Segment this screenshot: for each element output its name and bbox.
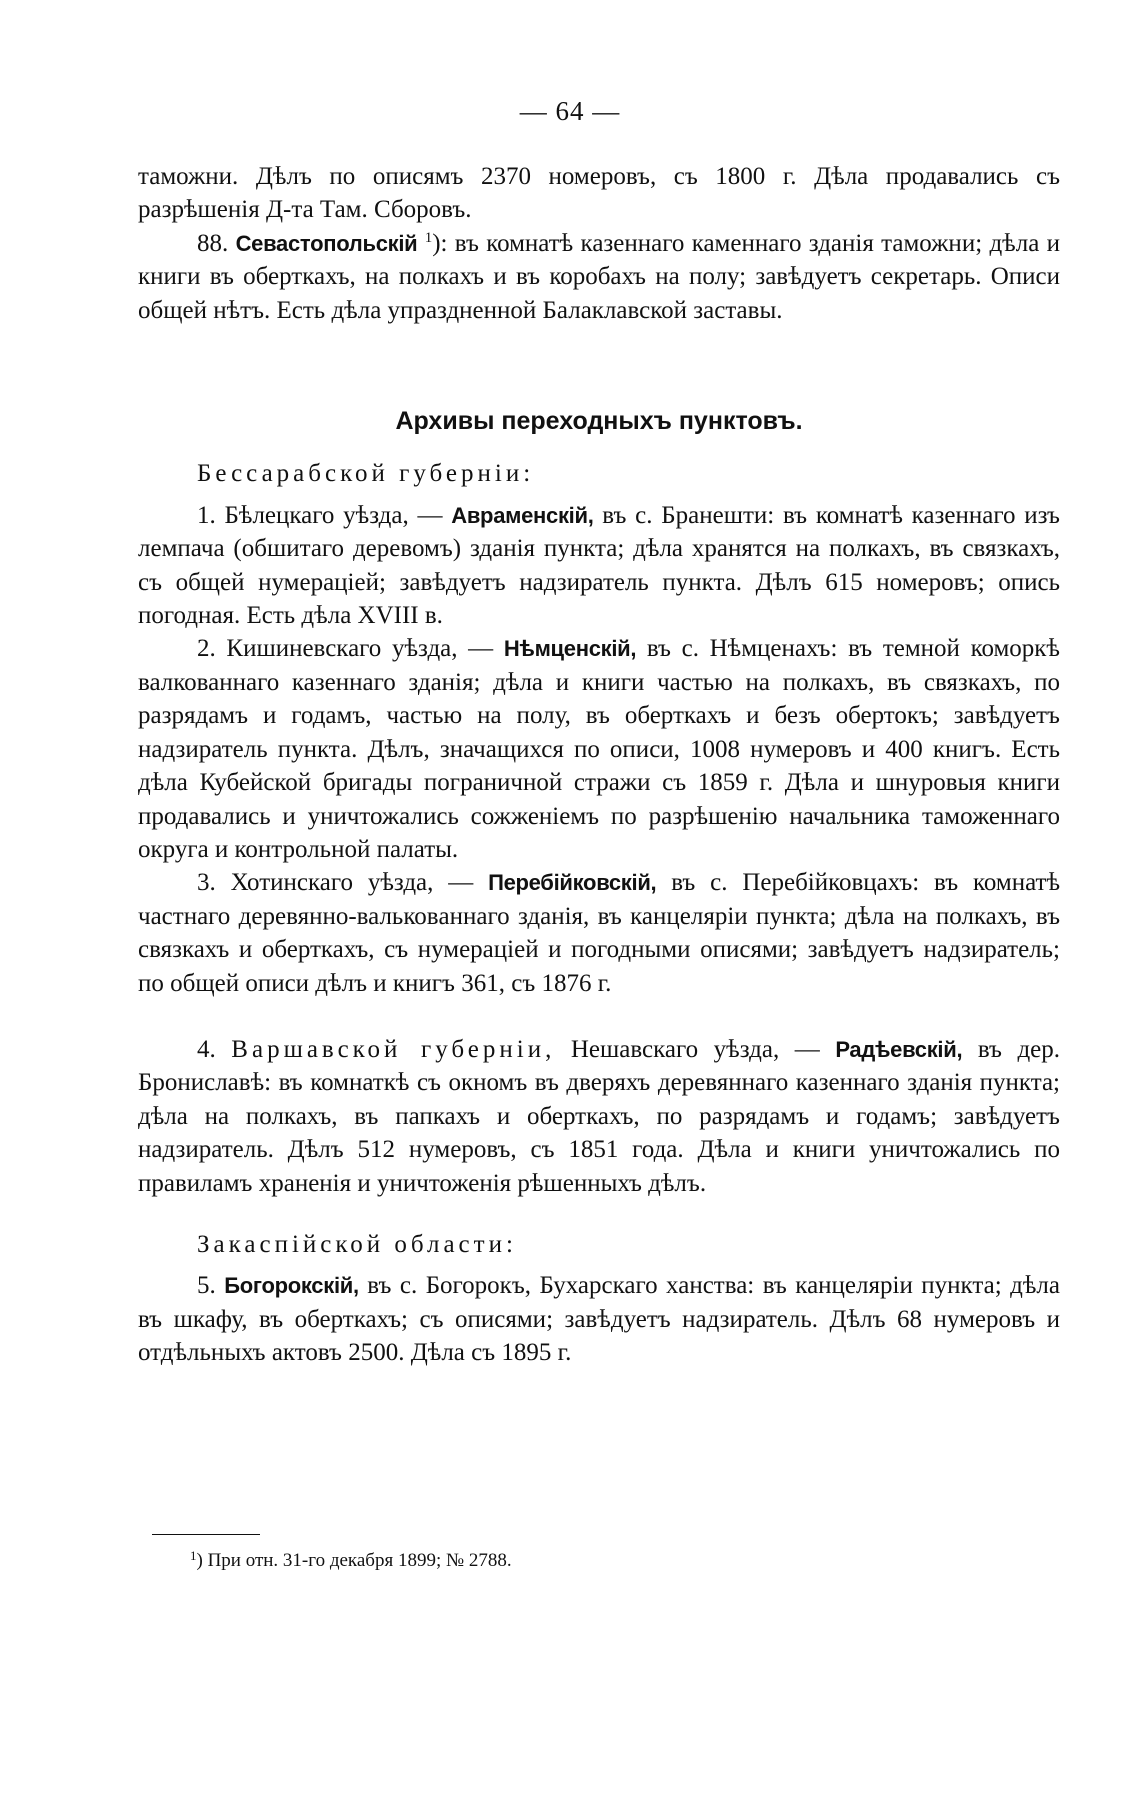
footnote-text: ) При отн. 31-го декабря 1899; № 2788.: [196, 1550, 512, 1571]
body-text: [138, 160, 1060, 1370]
entry-number: 88.: [197, 229, 229, 257]
footnote-marker: 1: [424, 229, 433, 246]
entry-prefix: 2. Кишиневскаго уѣзда, —: [197, 635, 494, 663]
entry-name: Перебійковскій,: [488, 870, 657, 896]
footnote-divider: [152, 1534, 260, 1535]
entry-region: Варшавской губерніи,: [231, 1035, 556, 1063]
entry-prefix: 5.: [197, 1272, 216, 1300]
entry-4: [138, 1033, 1060, 1200]
entry-text: въ с. Перебійковцахъ: въ комнатѣ частнаго деревянно-вальковaннаго зданія, въ канцеляріи пункта; дѣла на полкахъ, въ связкахъ и оберткахъ, съ нумераціей и погодными описями; завѣдуетъ надзиратель; по общей описи дѣлъ и книгъ 361, съ 1876 г.: [138, 869, 1061, 997]
footnote-mark: 1: [190, 1548, 197, 1563]
entry-1: [138, 499, 1060, 633]
paragraph-continuation: [138, 160, 1060, 227]
group-heading-bessarabia: Бессарабской губерніи:: [197, 460, 535, 488]
footnote: [190, 1549, 512, 1573]
section-heading: Архивы переходныхъ пунктовъ.: [395, 407, 803, 436]
entry-district: Нешавскаго уѣзда, —: [570, 1035, 820, 1063]
entry-name: Авраменскій,: [451, 502, 594, 528]
entry-5: [138, 1269, 1060, 1369]
page-number: — 64 —: [519, 96, 621, 126]
entry-prefix: 3. Хотинскаго уѣзда, —: [197, 869, 474, 897]
entry-name: Нѣмценскій,: [503, 636, 637, 662]
entry-3: [138, 866, 1060, 1000]
entry-text: въ с. Бранешти: въ комнатѣ казеннаго изъ лемпача (обшитаго деревомъ) зданія пункта; дѣла хранятся на полкахъ, въ связкахъ, съ общей нумераціей; завѣдуетъ надзиратель пункта. Дѣлъ 615 номеровъ; опись погодная. Есть дѣла XVIII в.: [138, 501, 1060, 630]
entry-name: Севастопольскій: [235, 230, 418, 256]
paragraph-sevastopol: [138, 227, 1060, 327]
entry-prefix: 1. Бѣлецкаго уѣзда, —: [197, 501, 443, 529]
paragraph-text: таможни. Дѣлъ по описямъ 2370 номеровъ, съ 1800 г. Дѣла продавались съ разрѣшенія Д-та Там. Сборовъ.: [138, 163, 1060, 224]
entry-2: [138, 632, 1060, 866]
entry-name: Радѣевскій,: [835, 1036, 963, 1062]
group-heading-zakaspiy: Закаспійской области:: [197, 1230, 517, 1258]
entry-text: въ с. Нѣмценахъ: въ темной коморкѣ валкованнаго казеннаго зданія; дѣла и книги частью на полкахъ, въ связкахъ, по разрядамъ и годамъ, частью на полу, въ оберткахъ и безъ обертокъ; завѣдуетъ надзиратель пункта. Дѣлъ, значащихся по описи, 1008 нумеровъ и 400 книгъ. Есть дѣла Кубейской бригады пограничной стражи съ 1859 г. Дѣла и шнуровыя книги продавались и уничтожались сожженіемъ по разрѣшенію начальника таможеннаго округа и контрольной палаты.: [138, 635, 1061, 863]
entry-prefix: 4.: [197, 1035, 216, 1063]
entry-text: въ дер. Брониславѣ: въ комнаткѣ съ окномъ въ дверяхъ деревяннаго казеннаго зданія пункта; дѣла на полкахъ, въ папкахъ и оберткахъ, по разрядамъ и годамъ; завѣдуетъ надзиратель. Дѣлъ 512 нумеровъ, съ 1851 года. Дѣла и книги уничтожались по правиламъ храненія и уничтоженія рѣшенныхъ дѣлъ.: [138, 1035, 1061, 1197]
paragraph-text: ): въ комнатѣ казеннаго каменнаго зданія таможни; дѣла и книги въ оберткахъ, на полкахъ и въ коробахъ на полу; завѣдуетъ секретарь. Описи общей нѣтъ. Есть дѣла упраздненной Балаклавской заставы.: [138, 229, 1061, 324]
entry-name: Богорокскій,: [224, 1273, 359, 1299]
entry-text: въ с. Богорокъ, Бухарскаго ханства: въ канцеляріи пункта; дѣла въ шкафу, въ оберткахъ; съ описями; завѣдуетъ надзиратель. Дѣлъ 68 нумеровъ и отдѣльныхъ актовъ 2500. Дѣла съ 1895 г.: [138, 1272, 1060, 1367]
